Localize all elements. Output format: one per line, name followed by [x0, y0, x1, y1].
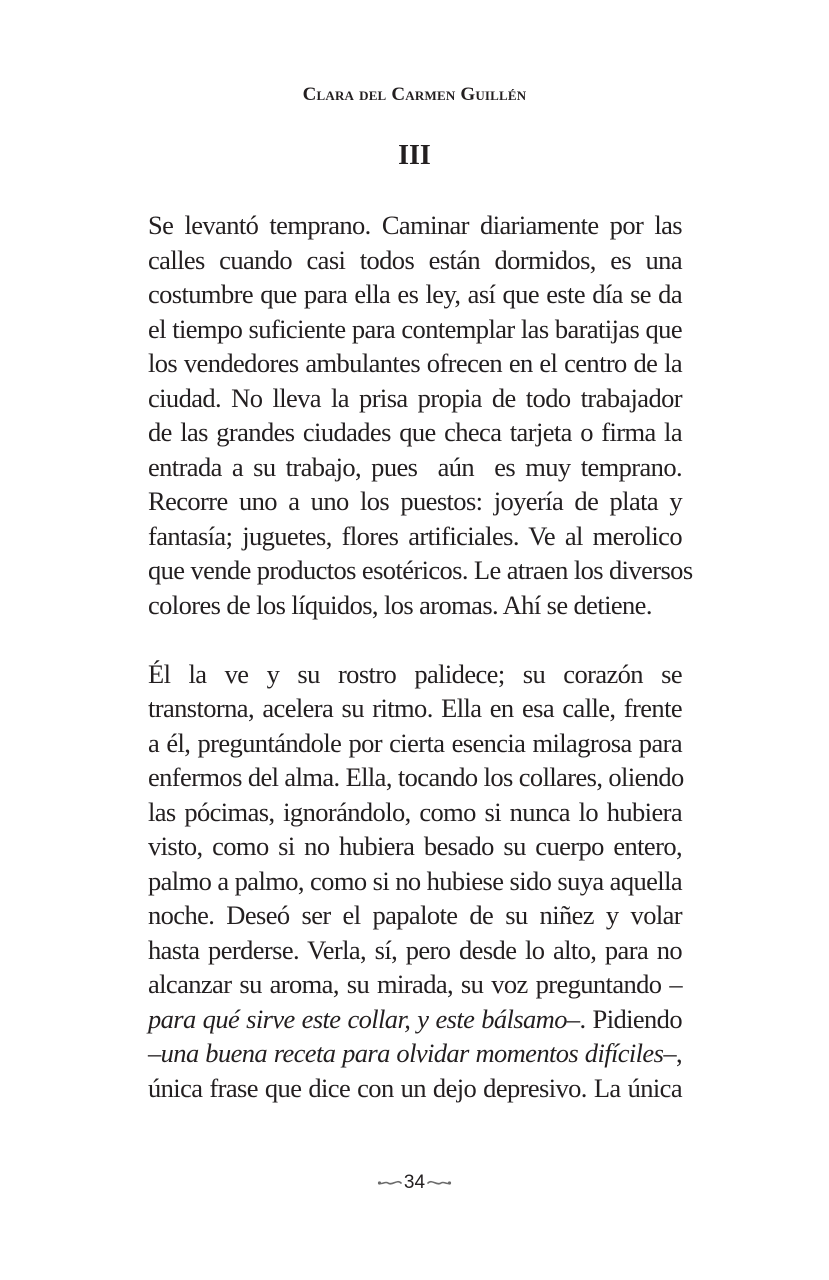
text-line: ciudad. No lleva la prisa propia de todo trabajador	[148, 382, 682, 413]
text-fragment: –	[148, 1038, 161, 1068]
text-line: noche. Deseó ser el papalote de su niñez y volar	[148, 900, 682, 930]
flourish-icon	[426, 1178, 452, 1188]
text-line: alcanzar su aroma, su mirada, su voz preguntando –	[148, 969, 682, 999]
text-line: que vende productos esotéricos. Le atraen los diversos	[148, 555, 693, 585]
text-line: enfermos del alma. Ella, tocando los collares, oliendo	[148, 762, 684, 792]
page-number: 34	[403, 1172, 426, 1193]
text-line: única frase que dice con un dejo depresivo. La única	[148, 1072, 682, 1103]
body-text	[148, 208, 693, 1105]
text-line: visto, como si no hubiera besado su cuerpo entero,	[148, 831, 682, 861]
text-line: Recorre uno a uno los puestos: joyería de plata y	[148, 486, 682, 516]
italic-quote: una buena receta para olvidar momentos difíciles	[160, 1038, 664, 1068]
text-line: de las grandes ciudades que checa tarjeta o firma la	[148, 417, 682, 447]
text-line: hasta perderse. Verla, sí, pero desde lo alto, para no	[148, 934, 682, 965]
flourish-icon	[377, 1178, 403, 1188]
text-line-mixed	[148, 1036, 682, 1071]
text-line: el tiempo suficiente para contemplar las baratijas que	[148, 313, 682, 344]
text-line: calles cuando casi todos están dormidos, es una	[148, 244, 682, 275]
paragraph	[148, 208, 693, 622]
text-line: Él la ve y su rostro palidece; su corazón se	[148, 658, 682, 689]
paragraph-gap	[148, 622, 682, 657]
running-head: Clara del Carmen Guillén	[302, 84, 527, 105]
text-line: colores de los líquidos, los aromas. Ahí se detiene.	[148, 589, 652, 620]
text-line: costumbre que para ella es ley, así que este día se da	[148, 279, 682, 309]
text-line: fantasía; juguetes, flores artificiales. Ve al merolico	[148, 520, 682, 551]
text-line: Se levantó temprano. Caminar diariamente por las	[148, 210, 682, 240]
text-line: entrada a su trabajo, pues aún es muy temprano.	[148, 451, 682, 482]
text-line: transtorna, acelera su ritmo. Ella en esa calle, frente	[148, 693, 682, 723]
paragraph	[148, 657, 682, 1106]
text-line: a él, preguntándole por cierta esencia milagrosa para	[148, 727, 682, 758]
text-line: las pócimas, ignorándolo, como si nunca lo hubiera	[148, 796, 682, 827]
italic-quote: para qué sirve este collar, y este bálsamo	[148, 1003, 567, 1034]
text-fragment: –,	[663, 1038, 682, 1068]
text-fragment: –. Pidiendo	[566, 1003, 682, 1034]
chapter-title: III	[398, 140, 431, 171]
text-line: palmo a palmo, como si no hubiese sido suya aquella	[148, 865, 682, 896]
text-line-mixed	[148, 1002, 682, 1037]
page-number-footer	[0, 1172, 829, 1194]
text-line: los vendedores ambulantes ofrecen en el centro de la	[148, 348, 682, 378]
